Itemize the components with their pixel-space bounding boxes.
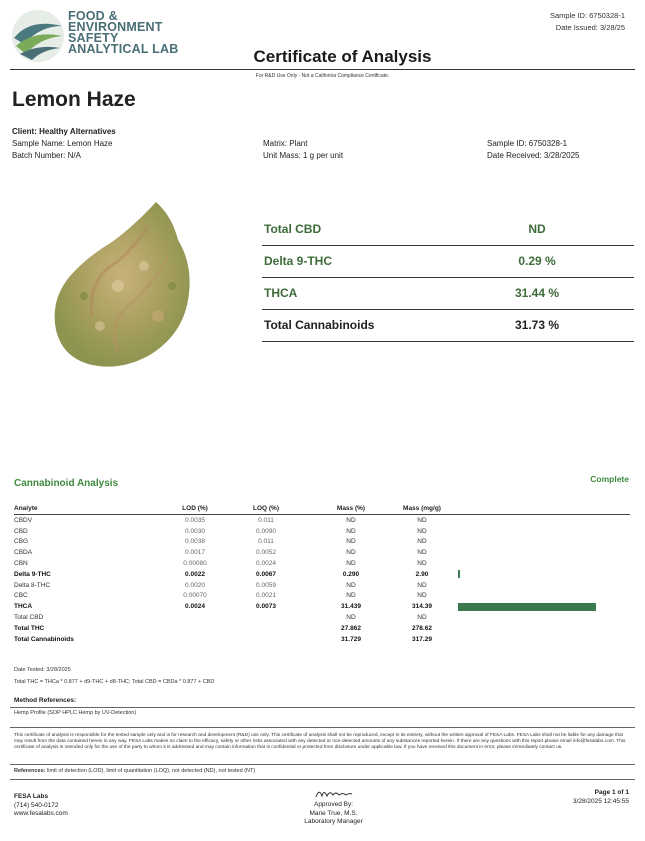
mass-mg-cell: ND [417,581,427,589]
mass-mg-cell: ND [417,592,427,600]
batch-number: Batch Number: N/A [12,151,81,160]
mass-pct-cell: ND [346,527,356,535]
summary-row-total-cannabinoids: Total Cannabinoids 31.73 % [262,310,634,342]
mass-mg-cell: 2.90 [415,570,429,578]
mass-bar-cell [458,580,630,591]
mass-pct-cell: 27.862 [341,624,361,632]
col-bar [458,502,630,515]
sample-info [487,138,580,162]
mass-mg-cell: ND [417,516,427,524]
col-analyte: Analyte [14,502,174,515]
loq-cell: 0.0067 [256,570,276,578]
table-row [14,612,630,623]
analyte-cell: Total THC [14,624,45,632]
signature-icon [314,786,354,800]
compliance-notice: For R&D Use Only - Not a California Compliance Certificate. [255,73,390,79]
summary-row-thca: THCA 31.44 % [262,278,634,310]
loq-cell: 0.0090 [256,527,276,535]
company-phone: (714) 540-0172 [14,801,59,809]
analyte-cell: Total CBD [14,614,44,622]
method-reference: Hemp Profile (SOP HPLC Hemp by UV-Detection) [14,710,137,716]
disclaimer-divider-top [10,727,635,728]
analyte-cell: CBG [14,538,29,546]
analyte-cell: CBDV [14,516,33,524]
mass-mg-cell: ND [417,560,427,568]
summary-row-delta9-thc: Delta 9-THC 0.29 % [262,246,634,278]
loq-cell [216,623,316,634]
lod-cell [174,612,216,623]
loq-cell: 0.0021 [256,592,276,600]
potency-summary [262,214,634,342]
loq-cell: 0.011 [258,516,274,524]
table-row [14,580,630,591]
table-row [14,623,630,634]
table-header-row [14,502,630,515]
date-tested: Date Tested: 3/28/2025 [14,667,71,673]
loq-cell: 0.0059 [256,581,276,589]
mass-pct-cell: ND [346,538,356,546]
methods-divider [10,707,635,708]
mass-pct-cell: 31.439 [341,603,361,611]
lod-cell [174,623,216,634]
mass-pct-cell: ND [346,614,356,622]
mass-bar [458,603,596,611]
disclaimer-divider-bottom [10,764,635,765]
lod-cell: 0.0024 [185,603,205,611]
unit-mass: Unit Mass: 1 g per unit [263,151,344,160]
mass-bar-cell [458,591,630,602]
sample-name: Sample Name: Lemon Haze [12,139,113,148]
mass-bar-cell [458,526,630,537]
lod-cell [174,634,216,645]
mass-bar-cell [458,612,630,623]
mass-bar-cell [458,515,630,526]
loq-cell [216,634,316,645]
lod-cell: 0.0035 [185,516,205,524]
cannabinoid-table [14,502,630,645]
mass-bar-cell [458,569,630,580]
table-row [14,591,630,602]
references-line [14,768,255,774]
mass-bar-cell [458,634,630,645]
analyte-cell: THCA [14,603,33,611]
table-body [14,515,630,645]
product-bud-image [48,196,200,374]
table-row [14,558,630,569]
client-name: Client: Healthy Alternatives [12,127,116,136]
references-label: References: [14,768,46,774]
loq-cell: 0.0024 [256,560,276,568]
footer-approval [0,801,645,827]
analyte-cell: CBDA [14,549,33,557]
analyte-cell: CBC [14,592,28,600]
mass-pct-cell: ND [346,549,356,557]
loq-cell: 0.0052 [256,549,276,557]
method-references-title: Method References: [14,697,77,704]
lod-cell: 0.0022 [185,570,205,578]
mass-bar-cell [458,601,630,612]
analyte-cell: Delta 8-THC [14,581,51,589]
sample-id: Sample ID: 6750328-1 [487,139,568,148]
col-lod: LOD (%) [174,502,216,515]
summary-row-total-cbd: Total CBD ND [262,214,634,246]
client-info [12,126,116,162]
mass-bar-cell [458,558,630,569]
footer-page-info [573,789,629,806]
disclaimer-text: This certificate of analysis is responsible for the tested sample only and is for research and development (R&D) use only. This certificate of analysis shall not be reproduced, except in its entirety, without the written approval of FESA Labs. FESA Labs shall not be liable for any damage that may result from the data contained herein in any way. FESA Labs makes no claim to the efficacy, safety or other risks associated with any detected or non-detected amounts of any substances reported herein. If there are any questions with this report please email info@fesalabs.com. This certificate of analysis is intended only for the use of the party to whom it is addressed and may contain information that is confidential or protected from disclosure under applicable law. If you have received this document in error, please immediately contact us. [14,733,626,750]
table-row [14,601,630,612]
mass-mg-cell: 314.39 [412,603,432,611]
mass-pct-cell: ND [346,560,356,568]
date-received: Date Received: 3/28/2025 [487,151,580,160]
references-text: limit of detection (LOD), limit of quantitation (LOQ), not detected (ND), not tested (NT) [47,768,256,774]
lod-cell: 0.0020 [185,581,205,589]
table-row [14,634,630,645]
lod-cell: 0.00070 [183,592,207,600]
company-website: www.fesalabs.com [14,810,68,817]
table-row [14,526,630,537]
mass-pct-cell: ND [346,581,356,589]
approver-title: Laboratory Manager [304,818,363,825]
product-name: Lemon Haze [12,88,136,111]
mass-bar-cell [458,537,630,548]
analysis-section-title: Cannabinoid Analysis [14,478,119,489]
page-number: Page 1 of 1 [594,789,629,796]
loq-cell: 0.011 [258,538,274,546]
table-row [14,547,630,558]
mass-mg-cell: ND [417,549,427,557]
mass-mg-cell: 278.62 [412,624,432,632]
total-formula: Total THC = THCa * 0.877 + d9-THC + d8-THC; Total CBD = CBDa * 0.877 + CBD [14,679,215,685]
lod-cell: 0.0038 [185,538,205,546]
matrix-info [263,138,343,162]
mass-pct-cell: ND [346,516,356,524]
lod-cell: 0.00080 [183,560,207,568]
mass-mg-cell: ND [417,527,427,535]
mass-mg-cell: 317.29 [412,635,432,643]
approver-name: Marie True, M.S. [309,809,358,817]
col-mass-mg: Mass (mg/g) [386,502,458,515]
analyte-cell: CBD [14,527,28,535]
mass-bar-cell [458,547,630,558]
analyte-cell: CBN [14,560,28,568]
analysis-status: Complete [590,474,629,484]
loq-cell [216,612,316,623]
col-loq: LOQ (%) [216,502,316,515]
matrix: Matrix: Plant [263,139,308,148]
header-divider [10,69,635,70]
mass-bar [458,570,460,578]
analyte-cell: Delta 9-THC [14,570,51,578]
lod-cell: 0.0030 [185,527,205,535]
footer-divider [10,779,635,780]
company-name: FESA Labs [14,793,49,800]
table-row [14,569,630,580]
header-date-issued: Date Issued: 3/28/25 [555,23,625,32]
mass-pct-cell: ND [346,592,356,600]
mass-pct-cell: 31.729 [341,635,361,643]
table-row [14,515,630,526]
certificate-title: Certificate of Analysis [253,47,432,66]
approved-by-label: Approved By: [313,801,354,808]
analyte-cell: Total Cannabinoids [14,635,74,643]
mass-pct-cell: 0.290 [342,570,360,578]
lab-logo-text: FOOD & ENVIRONMENT SAFETY ANALYTICAL LAB [68,9,179,56]
lod-cell: 0.0017 [185,549,205,557]
header-sample-id: Sample ID: 6750328-1 [549,11,625,20]
mass-bar-cell [458,623,630,634]
loq-cell: 0.0073 [256,603,276,611]
mass-mg-cell: ND [417,614,427,622]
col-mass-pct: Mass (%) [316,502,386,515]
mass-mg-cell: ND [417,538,427,546]
report-timestamp: 3/28/2025 12:45:55 [572,797,629,805]
table-row [14,537,630,548]
